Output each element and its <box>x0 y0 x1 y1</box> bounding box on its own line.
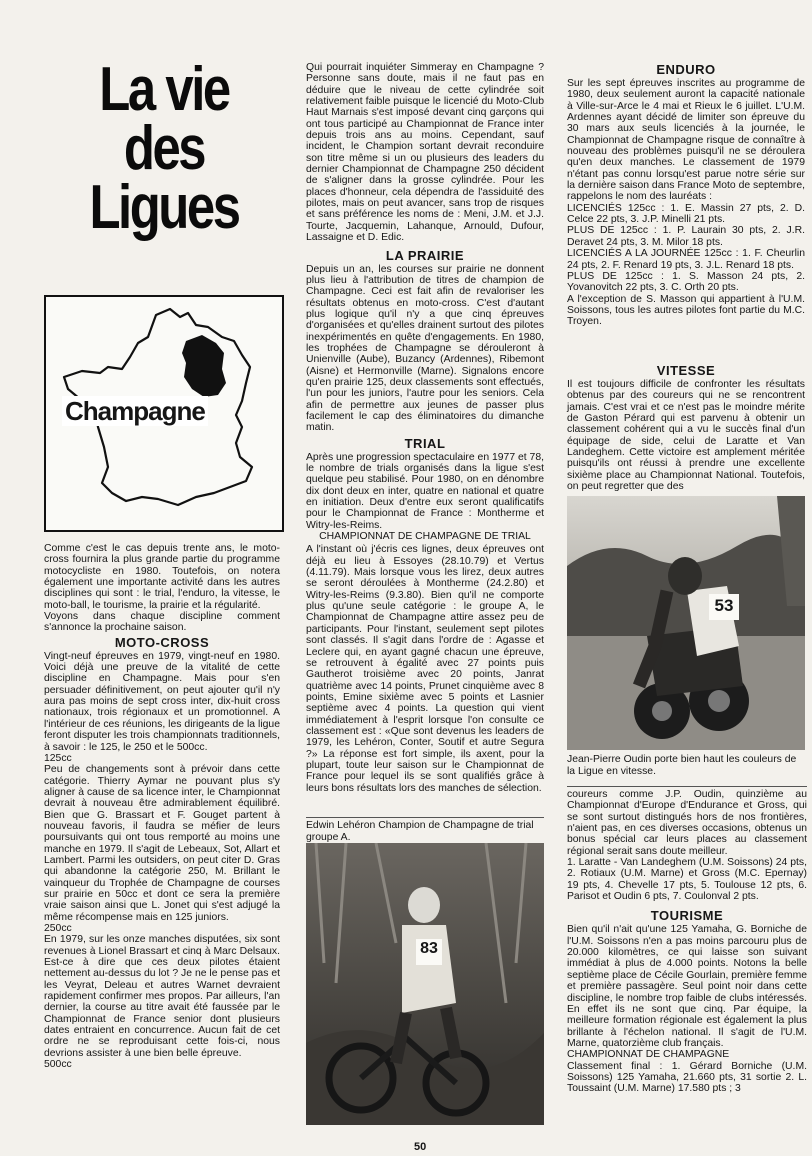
region-map <box>44 295 284 532</box>
trial-photo <box>306 843 544 1125</box>
tourisme-paragraph-1: Bien qu'il n'ait qu'une 125 Yamaha, G. Borniche de l'U.M. Soissons n'en a pas moins parcouru plus de 20.000 kilomètres, ce qui laisse son suivant immédiat à plus de 4.000 points. Notons la belle septième place de Cécile Gourlain, première femme et première passagère. Seul point noir dans cette discipline, le nombre trop faible de clubs intéressés. En effet ils ne sont que cinq. Par équipe, la meilleure formation régionale est également la plus brillante à l'échelon national. Il s'agit de l'U.M. Marne, quatorzième club français. <box>567 924 807 1049</box>
trial-photo-caption: Edwin Lehéron Champion de Champagne de trial groupe A. <box>306 817 544 843</box>
category-500-label: 500cc <box>44 1059 72 1071</box>
vitesse-photo-caption: Jean-Pierre Oudin porte bien haut les couleurs de la Ligue en vitesse. <box>567 754 797 777</box>
category-250-label: 250cc <box>44 923 72 934</box>
rider-number: 83 <box>420 940 438 957</box>
col2-top-paragraph: Qui pourrait inquiéter Simmeray en Champagne ? Personne sans doute, mais il ne faut pas en déduire que le niveau de cette cylindrée soit relativement faible puisque le licencié du Moto-Club Haut Marnais s'est imposé devant cinq garçons qui ont tous participé au Championnat de France inter depuis trois ans au moins. Cependant, sauf incident, le Champion sortant devrait reconduire son titre même si un ou plusieurs des leaders du dernier Championnat de Champagne 250 décident de s'aligner dans la grosse cylindrée. Pour les places d'honneur, cela dépendra de l'assiduité des pilotes, mais on peut avancer, sans trop de risques et sans préférence les noms de : Meni, J.M. et J.J. Tourte, Jacquemin, Lahanque, Arnould, Dufour, Lassaigne et D. Edic. <box>306 62 544 244</box>
champagne-region-shape <box>182 335 226 397</box>
column-2 <box>306 62 544 794</box>
vitesse-results: 1. Laratte - Van Landeghem (U.M. Soissons) 24 pts, 2. Rotiaux (U.M. Marne) et Gross (M.C. Epernay) 19 pts, 4. Chevelle 17 pts, 5. Toulouse 12 pts, 6. Parisot et Oudin 6 pts, 7. Coulonval 2 pts. <box>567 857 807 903</box>
enduro-result-3: LICENCIÉS A LA JOURNÉE 125cc : 1. F. Cheurlin 24 pts, 2. F. Renard 19 pts, 3. J.L. Renard 18 pts. <box>567 248 805 271</box>
section-heading-motocross: MOTO-CROSS <box>114 634 210 650</box>
vitesse-photo <box>567 496 805 750</box>
trial-paragraph-2: A l'instant où j'écris ces lignes, deux épreuves ont déjà eu lieu à Essoyes (28.10.79) et Vertus (4.11.79). Mais lorsque vous les lirez, deux autres se seront déroulées à Montherme (24.2.80) et Witry-les-Reims (9.3.80). Bien qu'il ne comporte plus qu'une seule catégorie : le groupe A, le Championnat de Champagne attire assez peu de participants. Pour l'instant, seulement sept pilotes sont classés. Il s'agit dans l'ordre de : Agasse et Leclere qui, en ayant gagné chacun une épreuve, se retrouvent à égalité avec 27 points puis Gautherot troisième avec 20 points, Janrat quatrième avec 14 points, Prunet cinquième avec 8 points, Emine sixième avec 5 points et Lasnier septième avec 4 points. La question qui vient immédiatement à l'esprit lorsque l'on consulte ce classement est : «Que sont devenus les leaders de 1979, les Lehéron, Conter, Soutif et autre Segura ?» La réponse est fort simple, ils axent, pour la plupart, toute leur saison sur le Championnat de France pour lequel ils se sont qualifiés grâce à leurs bons résultats lors des manches de sélection. <box>306 544 544 794</box>
page-number: 50 <box>414 1141 427 1153</box>
trial-subheading: CHAMPIONNAT DE CHAMPAGNE DE TRIAL <box>319 531 531 543</box>
section-heading-vitesse: VITESSE <box>656 363 716 378</box>
region-label: Champagne <box>62 396 208 426</box>
enduro-result-2: PLUS DE 125cc : 1. P. Laurain 30 pts, 2. J.R. Deravet 24 pts, 3. M. Milor 18 pts. <box>567 225 805 248</box>
enduro-result-1: LICENCIÉS 125cc : 1. E. Massin 27 pts, 2. D. Celce 22 pts, 3. J.P. Minelli 21 pts. <box>567 202 805 226</box>
column-3-vitesse <box>567 362 805 492</box>
section-heading-tourisme: TOURISME <box>650 908 724 924</box>
section-heading-prairie: LA PRAIRIE <box>385 247 465 263</box>
trial-paragraph-1: Après une progression spectaculaire en 1977 et 78, le nombre de trials organisés dans la ligue s'est quelque peu stabilisé. Pour 1980, on en dénombre dix dont deux en inter, quatre en national et quatre en initiation. Deux d'entre eux seront qualificatifs pour le Championnat de France : Montherme et Witry-les-Reims. <box>306 451 544 531</box>
page-title: La vie des Ligues <box>89 55 239 242</box>
column-1 <box>44 543 280 1070</box>
prairie-paragraph: Depuis un an, les courses sur prairie ne donnent plus lieu à l'attribution de titres de champion de Champagne. Ceci est fait afin de revaloriser les résultats obtenus en moto-cross. C'est d'autant plus logique qu'il n'y a que cinq épreuves d'organisées et qu'elles drainent surtout des pilotes inexpérimentés en quête d'engagements. En 1980, les trophées de Champagne se dérouleront à Unienville (Aube), Buzancy (Ardennes), Ribemont (Aisne) et Hermonville (Marne). Signalons encore qu'en prairie 125, deux classements sont effectués, l'un pour les juniors, l'autre pour les seniors. Cela afin de permettre aux jeunes de passer plus facilement le cap des éliminatoires du dimanche matin. <box>306 263 544 434</box>
intro-paragraph-2: Voyons dans chaque discipline comment s'annonce la prochaine saison. <box>44 611 280 634</box>
enduro-paragraph-1: Sur les sept épreuves inscrites au programme de 1980, deux seulement auront la capacité nationale à Ville-sur-Arce le 4 mai et Rieux le 6 juillet. L'U.M. Ardennes ayant décidé de limiter son épreuve du 30 mars aux seuls licenciés à la journée, le Championnat de Champagne risque de connaître à nouveau des problèmes puisqu'il ne se déroulera qu'en deux manches. Le classement de 1979 n'étant pas connu lorsqu'est parue notre série sur la dernière saison dans France Moto de septembre, rappelons le nom des lauréats : <box>567 78 805 203</box>
rider-number-vitesse: 53 <box>714 596 734 615</box>
motocross-paragraph-1: Vingt-neuf épreuves en 1979, vingt-neuf en 1980. Voici déjà une preuve de la vitalité de cette discipline en Champagne. Mais pour s'en persuader définitivement, on peut ajouter qu'il n'y aura pas moins de sept cross inter, dix-huit cross nationaux, trois régionaux et un promotionnel. A l'intérieur de ces réunions, les dirigeants de la ligue feront disputer les trois championnats traditionnels, à savoir : le 125, le 250 et le 500cc. <box>44 650 280 753</box>
tourisme-subheading: CHAMPIONNAT DE CHAMPAGNE <box>567 1049 730 1061</box>
section-heading-trial: TRIAL <box>404 435 446 451</box>
motocross-paragraph-3: En 1979, sur les onze manches disputées, six sont revenues à Lionel Brassart et cinq à Marc Delsaux. Est-ce à dire que ces deux pilotes étaient nettement au-dessus du lot ? Je ne le pense pas et les Veyrat, Deleau et autres Warnet devraient rapidement confirmer mes propos. Par ailleurs, l'an dernier, la course au titre avait été faussée par le Championnat de France senior dont plusieurs dates entraient en concurrence. Aucun fait de cet ordre ne se reproduisant cette fois-ci, nous devrions assister à une bien belle épreuve. <box>44 934 280 1059</box>
category-125-label: 125cc <box>44 752 72 764</box>
tourisme-paragraph-2: Classement final : 1. Gérard Borniche (U.M. Soissons) 125 Yamaha, 21.660 pts, 31 sortie 2. L. Toussaint (U.M. Marne) 17.580 pts ; 3 <box>567 1060 807 1095</box>
column-3 <box>567 62 805 328</box>
enduro-result-4: PLUS DE 125cc : 1. S. Masson 24 pts, 2. Yovanovitch 22 pts, 3. C. Orth 20 pts. <box>567 270 805 294</box>
intro-paragraph: Comme c'est le cas depuis trente ans, le moto-cross fournira la plus grande partie du programme motocycliste en 1980. Toutefois, on notera également une importante activité dans les autres disciplines qui sont : le trial, l'enduro, la vitesse, le moto-ball, le tourisme, la prairie et la régularité. <box>44 543 280 611</box>
vitesse-paragraph-1: Il est toujours difficile de confronter les résultats obtenus par des coureurs qui ne se rencontrent jamais. C'est vrai et ce n'est pas le moindre mérite de Gaston Pérard qui est parvenu à obtenir un classement cohérent qui a vu le succès final d'un équipage de side, celui de Laratte et Van Landeghem. Cette victoire est amplement méritée puisqu'ils ont réussi à prendre une excellente sixième place au Championnat National. Toutefois, on peut regretter que des <box>567 379 805 493</box>
motocross-paragraph-2: Peu de changements sont à prévoir dans cette catégorie. Thierry Aymar ne pouvant plus s'y aligner à cause de sa licence inter, le Championnat devrait à nouveau être admirablement équilibré. Bien que G. Brassart et F. Gouget partent à nouveau favoris, il faudra se méfier de leurs poursuivants qui ont tous remporté au moins une manche en 1979. Il s'agit de Lebeaux, Sot, Allart et Lambert. Parmi les outsiders, on peut citer D. Gras qui abandonne la catégorie 250, M. Brillant le vainqueur du Trophée de Champagne de courses sur prairie en 50cc et dont ce sera la première vraie saison ainsi que L. Jonet qui s'est adjugé la même récompense mais en 125 juniors. <box>44 764 280 923</box>
column-3-lower <box>567 786 807 1095</box>
section-heading-enduro: ENDURO <box>656 62 716 77</box>
vitesse-paragraph-2: coureurs comme J.P. Oudin, quinzième au Championnat d'Europe d'Endurance et Gross, qui se sont surtout distingués hors de nos frontières, n'aient pas, en ces diverses occasions, obtenus un bonus spécial car leurs places au classement régional serait sans doute meilleur. <box>567 789 807 857</box>
enduro-paragraph-2: A l'exception de S. Masson qui appartient à l'U.M. Soissons, tous les autres pilotes font partie du M.C. Troyen. <box>567 293 805 328</box>
